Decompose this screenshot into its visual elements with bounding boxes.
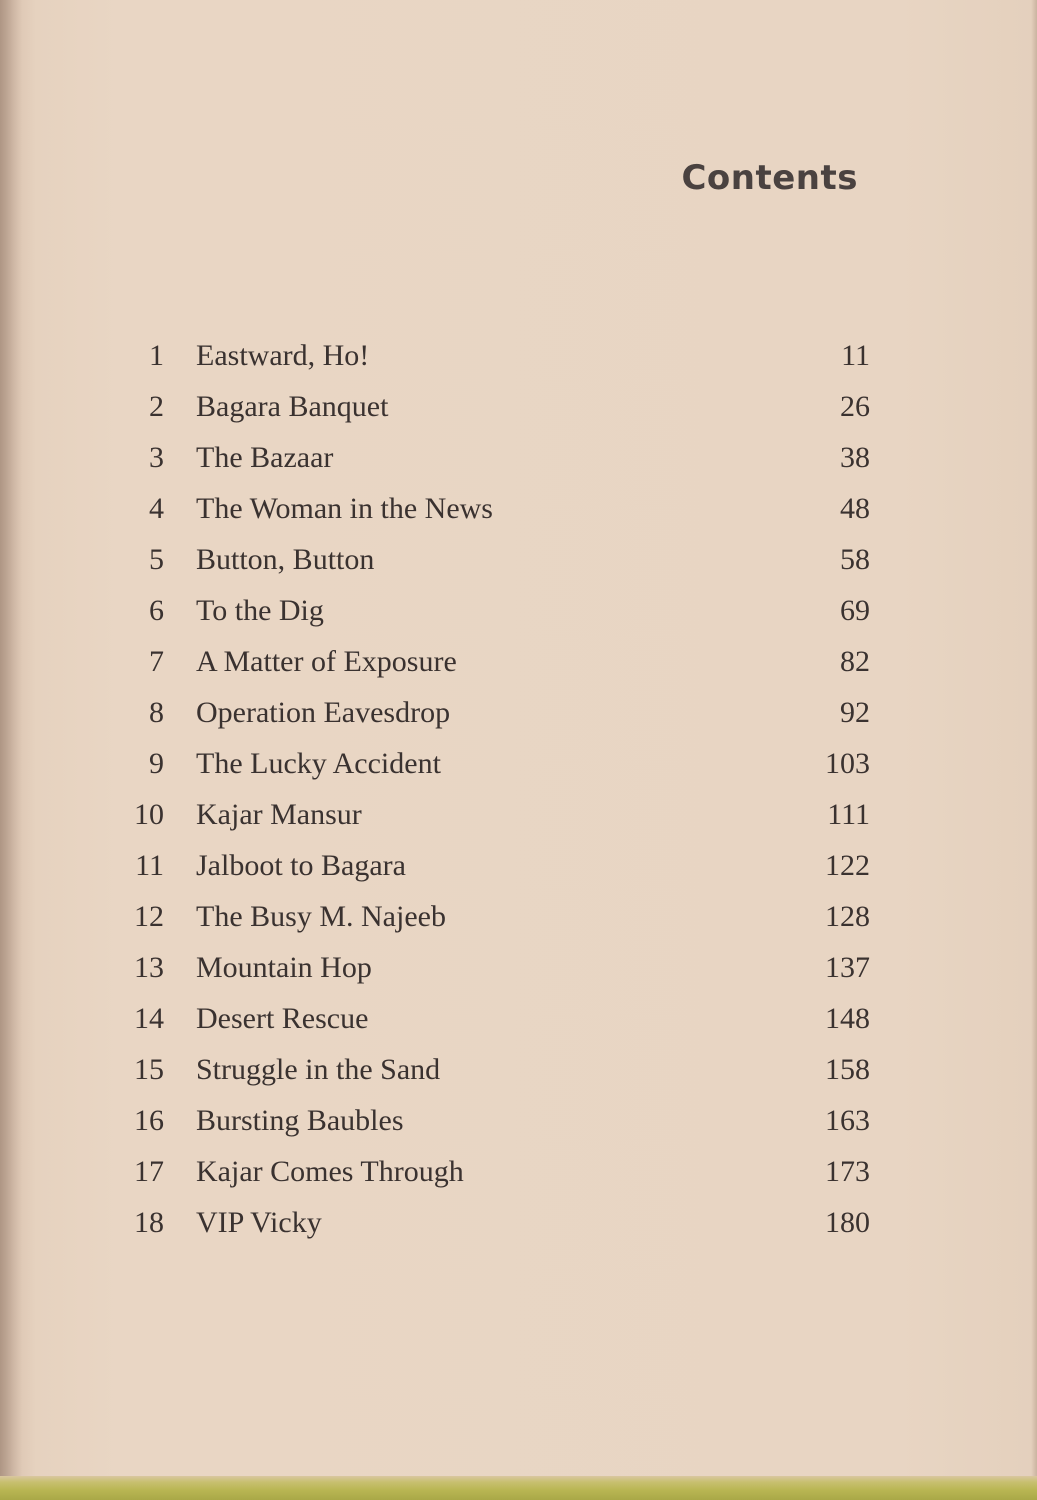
toc-row bbox=[0, 891, 1037, 942]
chapter-number: 12 bbox=[134, 900, 164, 933]
chapter-title: To the Dig bbox=[196, 594, 324, 627]
toc-row bbox=[0, 1146, 1037, 1197]
chapter-title: Jalboot to Bagara bbox=[196, 849, 406, 882]
chapter-page: 11 bbox=[841, 339, 870, 372]
toc-row bbox=[0, 687, 1037, 738]
chapter-number: 1 bbox=[149, 339, 164, 372]
table-of-contents bbox=[0, 330, 1037, 1248]
chapter-number: 4 bbox=[149, 492, 164, 525]
toc-row bbox=[0, 483, 1037, 534]
chapter-number: 10 bbox=[134, 798, 164, 831]
chapter-number: 6 bbox=[149, 594, 164, 627]
chapter-title: The Busy M. Najeeb bbox=[196, 900, 446, 933]
chapter-title: Operation Eavesdrop bbox=[196, 696, 451, 729]
chapter-title: Bagara Banquet bbox=[196, 390, 389, 423]
chapter-title: Bursting Baubles bbox=[196, 1104, 404, 1137]
toc-row bbox=[0, 1197, 1037, 1248]
chapter-number: 13 bbox=[134, 951, 164, 984]
chapter-number: 15 bbox=[134, 1053, 164, 1086]
chapter-page: 173 bbox=[825, 1155, 870, 1188]
toc-row bbox=[0, 942, 1037, 993]
chapter-number: 14 bbox=[134, 1002, 164, 1035]
book-cover-edge bbox=[0, 1476, 1037, 1500]
chapter-page: 103 bbox=[825, 747, 870, 780]
chapter-page: 92 bbox=[840, 696, 870, 729]
chapter-number: 5 bbox=[149, 543, 164, 576]
toc-row bbox=[0, 1044, 1037, 1095]
toc-row bbox=[0, 534, 1037, 585]
chapter-page: 122 bbox=[825, 849, 870, 882]
chapter-page: 180 bbox=[825, 1206, 870, 1239]
chapter-title: Desert Rescue bbox=[196, 1002, 369, 1035]
toc-row bbox=[0, 585, 1037, 636]
chapter-title: Eastward, Ho! bbox=[196, 339, 370, 372]
chapter-page: 38 bbox=[840, 441, 870, 474]
chapter-number: 9 bbox=[149, 747, 164, 780]
toc-row bbox=[0, 330, 1037, 381]
chapter-number: 16 bbox=[134, 1104, 164, 1137]
chapter-title: VIP Vicky bbox=[196, 1206, 322, 1239]
chapter-page: 163 bbox=[825, 1104, 870, 1137]
chapter-title: Kajar Comes Through bbox=[196, 1155, 464, 1188]
toc-row bbox=[0, 840, 1037, 891]
toc-row bbox=[0, 432, 1037, 483]
chapter-title: Button, Button bbox=[196, 543, 375, 576]
chapter-number: 7 bbox=[149, 645, 164, 678]
chapter-page: 82 bbox=[840, 645, 870, 678]
chapter-page: 128 bbox=[825, 900, 870, 933]
chapter-page: 58 bbox=[840, 543, 870, 576]
chapter-page: 111 bbox=[827, 798, 870, 831]
chapter-page: 48 bbox=[840, 492, 870, 525]
contents-heading: Contents bbox=[681, 158, 858, 198]
chapter-title: Struggle in the Sand bbox=[196, 1053, 441, 1086]
chapter-title: The Lucky Accident bbox=[196, 747, 441, 780]
chapter-number: 3 bbox=[149, 441, 164, 474]
toc-row bbox=[0, 636, 1037, 687]
chapter-number: 2 bbox=[149, 390, 164, 423]
toc-row bbox=[0, 381, 1037, 432]
chapter-page: 158 bbox=[825, 1053, 870, 1086]
chapter-page: 26 bbox=[840, 390, 870, 423]
chapter-title: Kajar Mansur bbox=[196, 798, 362, 831]
chapter-number: 11 bbox=[135, 849, 164, 882]
chapter-title: The Bazaar bbox=[196, 441, 334, 474]
chapter-page: 69 bbox=[840, 594, 870, 627]
chapter-number: 18 bbox=[134, 1206, 164, 1239]
chapter-title: Mountain Hop bbox=[196, 951, 372, 984]
toc-row bbox=[0, 1095, 1037, 1146]
toc-row bbox=[0, 738, 1037, 789]
chapter-number: 17 bbox=[134, 1155, 164, 1188]
chapter-page: 137 bbox=[825, 951, 870, 984]
chapter-title: The Woman in the News bbox=[196, 492, 493, 525]
toc-row bbox=[0, 789, 1037, 840]
chapter-title: A Matter of Exposure bbox=[196, 645, 457, 678]
toc-row bbox=[0, 993, 1037, 1044]
chapter-number: 8 bbox=[149, 696, 164, 729]
chapter-page: 148 bbox=[825, 1002, 870, 1035]
